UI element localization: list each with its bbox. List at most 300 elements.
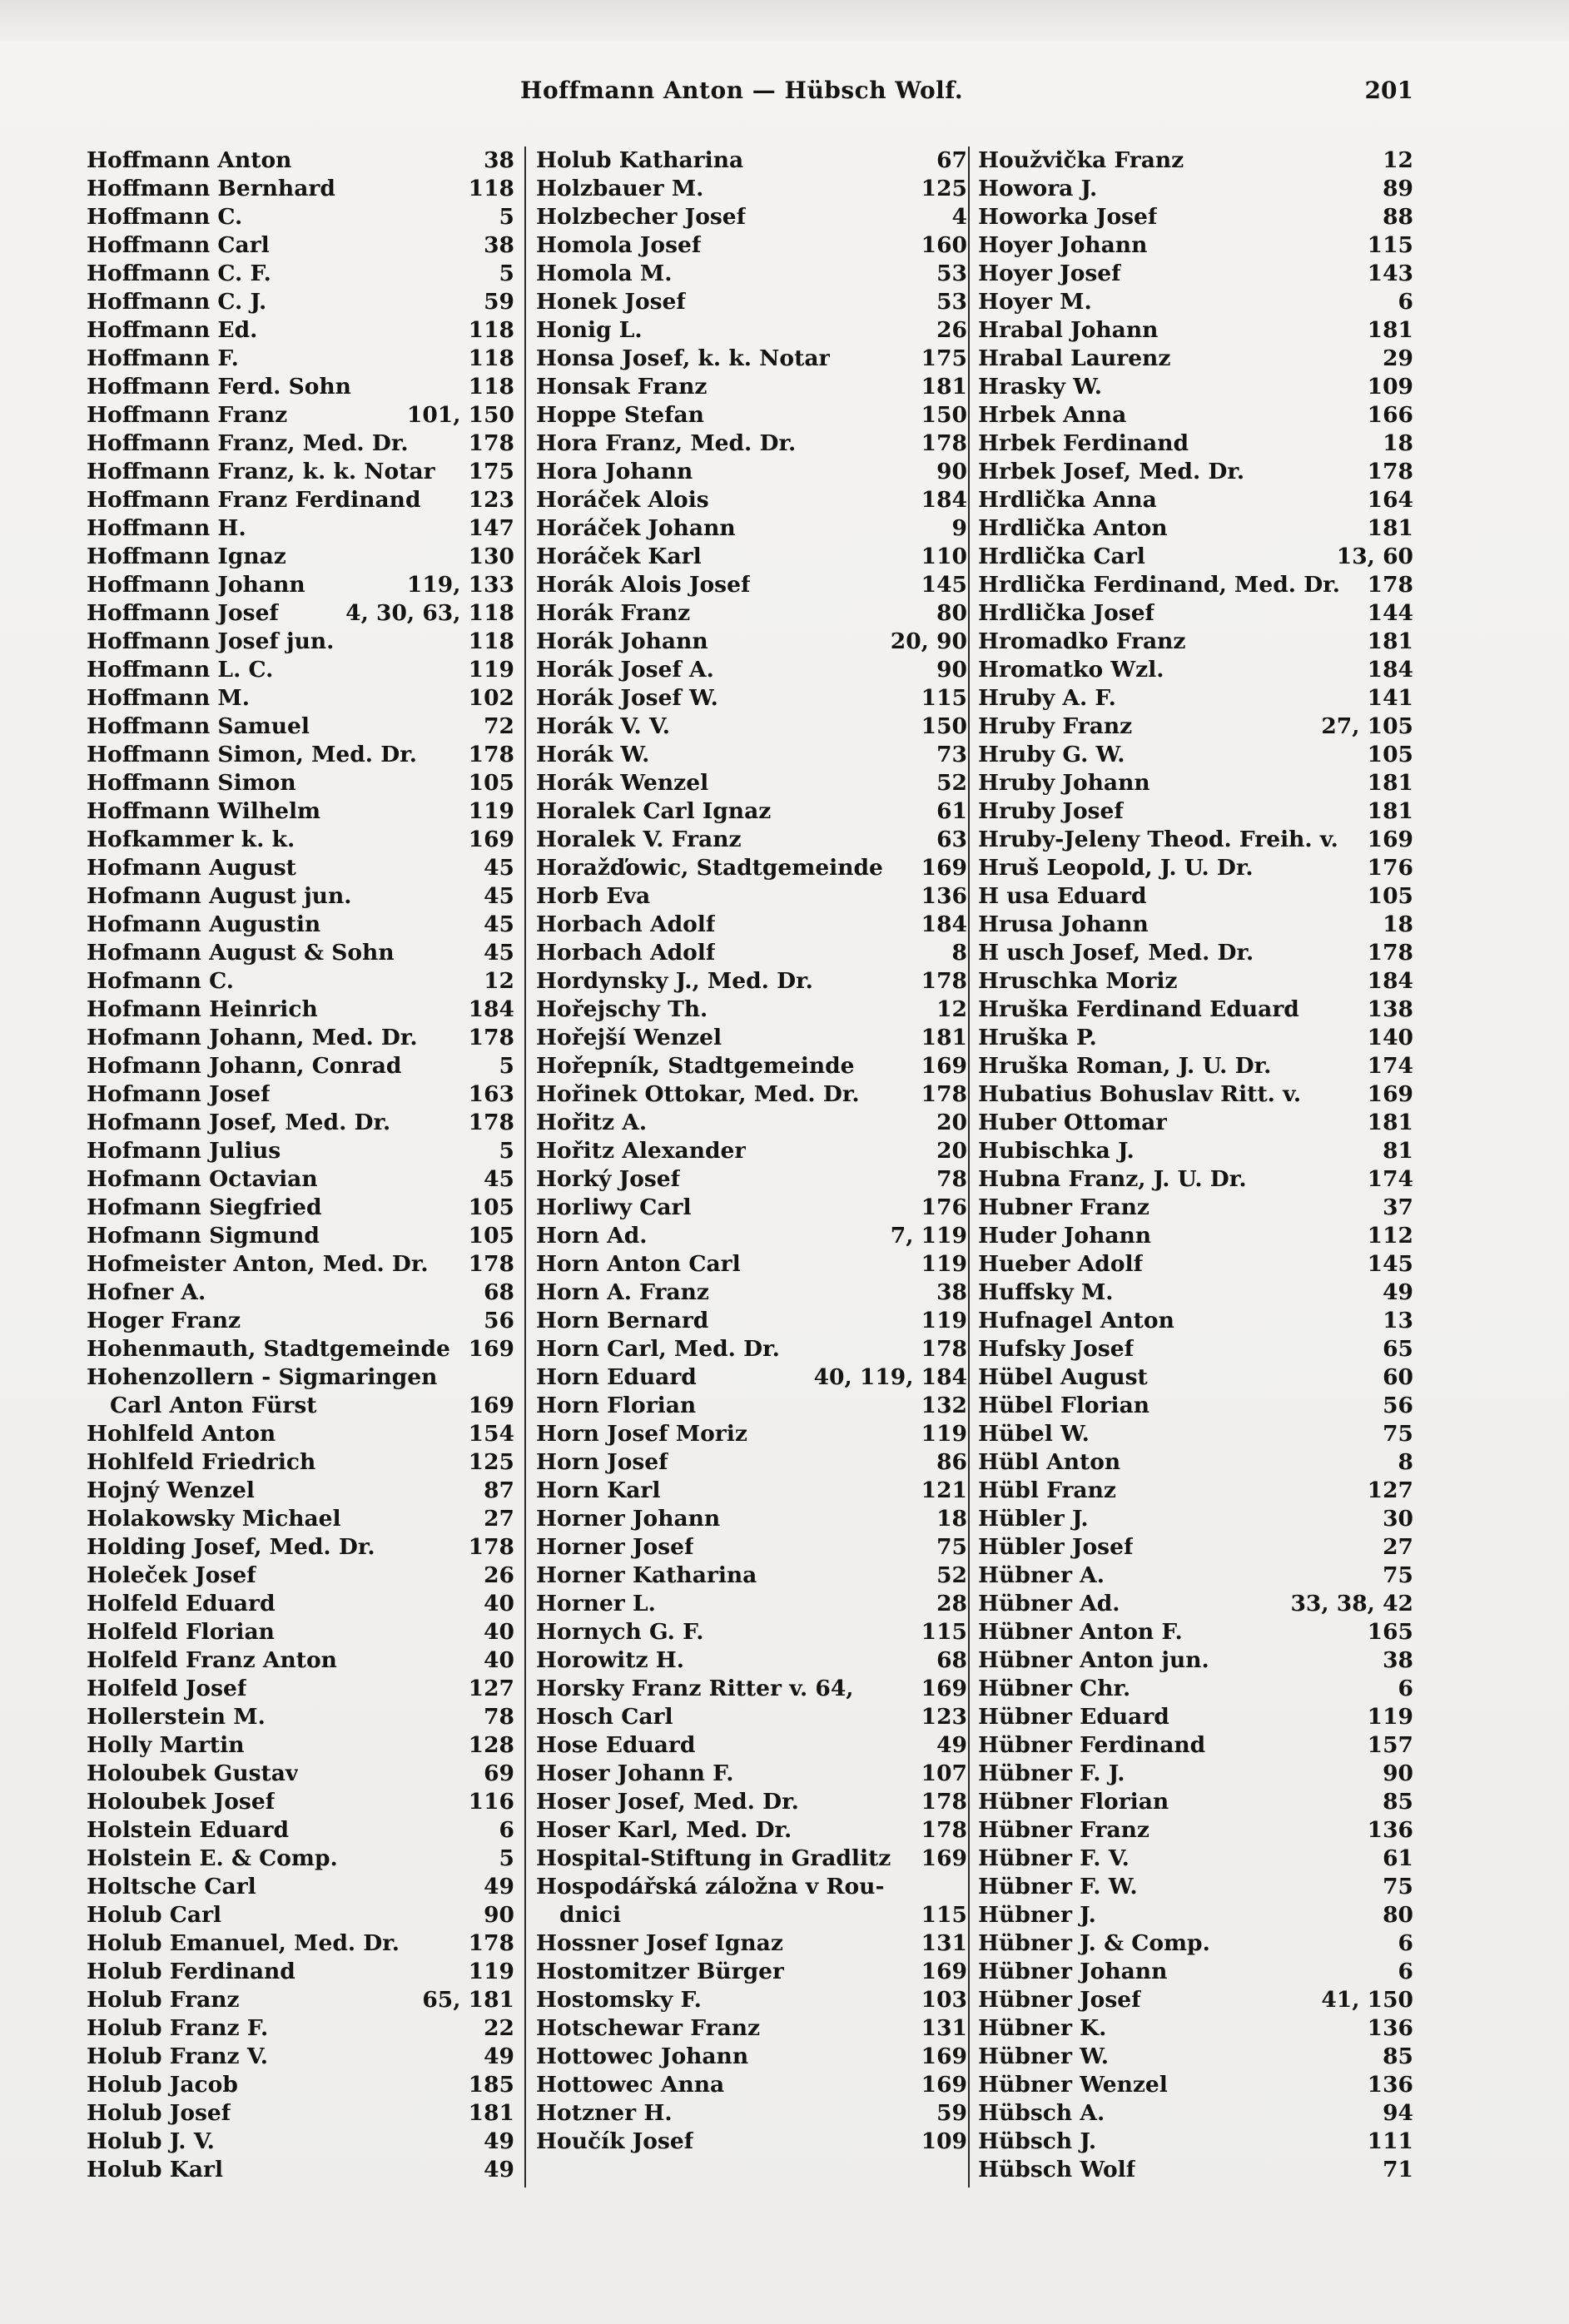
entry-name: Hruš Leopold, J. U. Dr. — [978, 855, 1254, 881]
entry-page-ref: 85 — [1383, 2043, 1413, 2069]
entry-name: Holstein E. & Comp. — [87, 1845, 338, 1871]
index-entry — [87, 1986, 514, 2014]
entry-page-ref: 56 — [1383, 1393, 1413, 1418]
entry-name: Hoffmann H. — [87, 515, 246, 541]
entry-name: Horák Josef A. — [536, 657, 714, 683]
index-entry — [536, 373, 967, 401]
entry-page-ref: 65 — [1383, 1336, 1413, 1362]
index-entry — [536, 1845, 967, 1873]
entry-name: Hora Franz, Med. Dr. — [536, 430, 797, 456]
entry-page-ref: 119 — [468, 657, 514, 683]
entry-page-ref: 178 — [468, 1251, 514, 1277]
entry-page-ref: 119 — [921, 1251, 967, 1277]
index-entry — [87, 628, 514, 656]
entry-name: Horn Bernard — [536, 1308, 709, 1333]
entry-page-ref: 176 — [1367, 855, 1413, 881]
entry-page-ref: 127 — [468, 1676, 514, 1701]
entry-page-ref: 52 — [936, 770, 967, 796]
index-entry — [978, 260, 1413, 288]
index-entry — [536, 656, 967, 684]
entry-name: Howorka Josef — [978, 204, 1158, 230]
entry-page-ref: 73 — [936, 742, 967, 767]
entry-name: Huber Ottomar — [978, 1110, 1168, 1135]
entry-page-ref: 20, 90 — [890, 628, 967, 654]
entry-page-ref: 45 — [484, 911, 514, 937]
entry-page-ref: 101, 150 — [406, 402, 514, 428]
entry-name: Hoser Josef, Med. Dr. — [536, 1789, 799, 1815]
entry-page-ref: 90 — [1383, 1760, 1413, 1786]
index-entry — [978, 1477, 1413, 1505]
entry-page-ref: 6 — [1398, 289, 1413, 315]
entry-page-ref: 169 — [921, 2072, 967, 2098]
entry-name: Hostomsky F. — [536, 1987, 702, 2013]
index-entry — [87, 1731, 514, 1760]
index-entry — [536, 401, 967, 430]
entry-page-ref: 20 — [936, 1138, 967, 1164]
entry-page-ref: 123 — [921, 1704, 967, 1730]
entry-page-ref: 6 — [499, 1817, 514, 1843]
entry-page-ref: 61 — [936, 798, 967, 824]
entry-page-ref: 119, 133 — [406, 572, 514, 598]
index-entry — [87, 599, 514, 628]
entry-page-ref: 178 — [921, 1336, 967, 1362]
index-entry — [978, 1562, 1413, 1590]
index-entry — [87, 1137, 514, 1165]
entry-page-ref: 119 — [921, 1421, 967, 1447]
index-entry — [978, 797, 1413, 826]
index-entry — [536, 1279, 967, 1307]
index-entry — [978, 2071, 1413, 2099]
entry-page-ref: 174 — [1367, 1166, 1413, 1192]
entry-name: Horn Ad. — [536, 1223, 648, 1249]
index-entry — [536, 260, 967, 288]
entry-page-ref: 181 — [921, 1025, 967, 1050]
entry-page-ref: 119 — [468, 1959, 514, 1984]
entry-name: Horák Alois Josef — [536, 572, 751, 598]
entry-name: Horner Katharina — [536, 1562, 757, 1588]
entry-name: Honsa Josef, k. k. Notar — [536, 345, 831, 371]
entry-name: Hueber Adolf — [978, 1251, 1143, 1277]
entry-page-ref: 175 — [921, 345, 967, 371]
entry-name: Hübner F. V. — [978, 1845, 1130, 1871]
entry-page-ref: 116 — [468, 1789, 514, 1815]
index-entry — [87, 458, 514, 486]
entry-page-ref: 4 — [951, 204, 967, 230]
entry-name: Horn Karl — [536, 1477, 661, 1503]
entry-name: Hofmann Sigmund — [87, 1223, 320, 1249]
entry-name: Holtsche Carl — [87, 1874, 256, 1899]
entry-page-ref: 38 — [484, 232, 514, 258]
index-entry — [978, 2043, 1413, 2071]
entry-page-ref: 119 — [468, 798, 514, 824]
index-entry — [536, 1477, 967, 1505]
entry-page-ref: 85 — [1383, 1789, 1413, 1815]
entry-page-ref: 140 — [1367, 1025, 1413, 1050]
index-entry — [978, 713, 1413, 741]
entry-page-ref: 87 — [484, 1477, 514, 1503]
entry-name: Hübner Eduard — [978, 1704, 1169, 1730]
index-entry — [978, 1760, 1413, 1788]
index-entry — [87, 1080, 514, 1109]
index-entry — [978, 1363, 1413, 1392]
entry-name: Hübler Josef — [978, 1534, 1134, 1560]
index-entry — [978, 2099, 1413, 2128]
index-entry — [536, 1958, 967, 1986]
entry-page-ref: 80 — [936, 600, 967, 626]
index-entry — [536, 2043, 967, 2071]
index-entry — [87, 316, 514, 345]
entry-name: Howora J. — [978, 176, 1098, 201]
entry-page-ref: 176 — [921, 1194, 967, 1220]
entry-page-ref: 178 — [1367, 572, 1413, 598]
entry-name: Hrdlička Carl — [978, 544, 1145, 569]
entry-name: dnici — [559, 1902, 622, 1928]
entry-page-ref: 63 — [936, 827, 967, 852]
index-entry — [978, 2128, 1413, 2156]
index-entry — [87, 1477, 514, 1505]
entry-name: Horák Josef W. — [536, 685, 718, 711]
entry-page-ref: 69 — [484, 1760, 514, 1786]
index-entry — [978, 1080, 1413, 1109]
index-entry — [978, 203, 1413, 231]
entry-name: Hoser Karl, Med. Dr. — [536, 1817, 792, 1843]
entry-name: Holfeld Florian — [87, 1619, 275, 1645]
entry-name: Hruška P. — [978, 1025, 1097, 1050]
index-entry — [536, 1873, 967, 1901]
entry-name: Hospital-Stiftung in Gradlitz — [536, 1845, 891, 1871]
entry-page-ref: 22 — [484, 2015, 514, 2041]
index-entry — [978, 628, 1413, 656]
index-entry — [87, 1562, 514, 1590]
index-entry — [536, 1646, 967, 1675]
entry-page-ref: 20 — [936, 1110, 967, 1135]
entry-page-ref: 136 — [1367, 1817, 1413, 1843]
entry-page-ref: 88 — [1383, 204, 1413, 230]
index-entry — [536, 1165, 967, 1194]
entry-page-ref: 178 — [921, 1081, 967, 1107]
entry-name: Hohlfeld Anton — [87, 1421, 276, 1447]
index-entry — [978, 1165, 1413, 1194]
index-entry — [978, 1448, 1413, 1477]
entry-page-ref: 178 — [468, 430, 514, 456]
index-entry — [87, 373, 514, 401]
entry-name: Hosch Carl — [536, 1704, 673, 1730]
entry-name: Hübner F. J. — [978, 1760, 1125, 1786]
entry-page-ref: 169 — [921, 2043, 967, 2069]
entry-page-ref: 147 — [468, 515, 514, 541]
entry-name: Horn A. Franz — [536, 1279, 709, 1305]
entry-page-ref: 109 — [1367, 374, 1413, 400]
entry-page-ref: 30 — [1383, 1506, 1413, 1532]
entry-page-ref: 81 — [1383, 1138, 1413, 1164]
entry-name: Hottowec Johann — [536, 2043, 749, 2069]
entry-name: Hübner F. W. — [978, 1874, 1138, 1899]
index-entry — [87, 741, 514, 769]
index-entry — [536, 1816, 967, 1845]
entry-page-ref: 71 — [1383, 2157, 1413, 2182]
entry-name: Hübner Chr. — [978, 1676, 1131, 1701]
entry-page-ref: 86 — [936, 1449, 967, 1475]
entry-name: Hübl Anton — [978, 1449, 1121, 1475]
index-entry — [978, 826, 1413, 854]
entry-name: Hruby Johann — [978, 770, 1150, 796]
entry-page-ref: 75 — [1383, 1562, 1413, 1588]
index-entry — [978, 373, 1413, 401]
entry-name: Hofmann Josef — [87, 1081, 271, 1107]
index-entry — [536, 826, 967, 854]
index-entry — [87, 2099, 514, 2128]
index-entry — [536, 543, 967, 571]
entry-page-ref: 174 — [1367, 1053, 1413, 1079]
entry-name: Hoffmann L. C. — [87, 657, 274, 683]
entry-page-ref: 18 — [936, 1506, 967, 1532]
entry-page-ref: 184 — [1367, 968, 1413, 994]
entry-name: Hofmann Josef, Med. Dr. — [87, 1110, 391, 1135]
entry-name: Hoyer M. — [978, 289, 1092, 315]
index-entry — [536, 1505, 967, 1533]
entry-page-ref: 141 — [1367, 685, 1413, 711]
index-entry — [536, 911, 967, 939]
index-entry — [978, 741, 1413, 769]
index-entry — [536, 1448, 967, 1477]
entry-name: Hubna Franz, J. U. Dr. — [978, 1166, 1247, 1192]
index-entry — [536, 2071, 967, 2099]
entry-page-ref: 53 — [936, 289, 967, 315]
column-divider — [524, 146, 526, 2187]
entry-page-ref: 6 — [1398, 1930, 1413, 1956]
index-entry — [87, 486, 514, 514]
entry-name: Hofmann Johann, Med. Dr. — [87, 1025, 418, 1050]
index-entry — [87, 1109, 514, 1137]
index-entry — [978, 599, 1413, 628]
entry-name: Houžvička Franz — [978, 147, 1184, 173]
entry-name: Holub Ferdinand — [87, 1959, 295, 1984]
entry-page-ref: 178 — [1367, 459, 1413, 484]
entry-name: Holoubek Gustav — [87, 1760, 299, 1786]
page-number: 201 — [1364, 77, 1413, 104]
index-entry — [536, 967, 967, 996]
entry-name: Hora Johann — [536, 459, 693, 484]
column-divider — [968, 146, 970, 2187]
index-entry — [536, 713, 967, 741]
entry-page-ref: 6 — [1398, 1676, 1413, 1701]
entry-name: Hrdlička Anton — [978, 515, 1168, 541]
index-entry — [87, 713, 514, 741]
entry-name: Hohlfeld Friedrich — [87, 1449, 316, 1475]
entry-name: Hruška Roman, J. U. Dr. — [978, 1053, 1272, 1079]
entry-page-ref: 115 — [921, 1619, 967, 1645]
entry-page-ref: 9 — [951, 515, 967, 541]
entry-page-ref: 49 — [484, 2128, 514, 2154]
entry-page-ref: 118 — [468, 628, 514, 654]
index-entry — [978, 486, 1413, 514]
index-entry — [87, 1901, 514, 1929]
entry-name: Hübl Franz — [978, 1477, 1116, 1503]
entry-name: Hübsch J. — [978, 2128, 1097, 2154]
index-entry — [978, 1533, 1413, 1562]
entry-name: Horalek V. Franz — [536, 827, 742, 852]
index-entry — [87, 1760, 514, 1788]
index-entry — [536, 1392, 967, 1420]
entry-name: Hübsch Wolf — [978, 2157, 1136, 2182]
index-entry — [978, 1222, 1413, 1250]
index-entry — [536, 345, 967, 373]
index-entry — [536, 1335, 967, 1363]
index-entry — [536, 1986, 967, 2014]
index-entry — [87, 231, 514, 260]
index-entry — [536, 175, 967, 203]
entry-name: Hose Eduard — [536, 1732, 696, 1758]
entry-page-ref: 49 — [484, 2043, 514, 2069]
index-entry — [87, 1816, 514, 1845]
entry-name: Horner L. — [536, 1591, 656, 1616]
entry-page-ref: 68 — [484, 1279, 514, 1305]
entry-name: Hoffmann Josef — [87, 600, 279, 626]
index-entry — [536, 1363, 967, 1392]
entry-name: Hoffmann Carl — [87, 232, 270, 258]
entry-name: Hübner Ad. — [978, 1591, 1120, 1616]
entry-name: Hübner K. — [978, 2015, 1107, 2041]
entry-name: Carl Anton Fürst — [110, 1393, 317, 1418]
entry-name: Houčík Josef — [536, 2128, 694, 2154]
entry-name: Holub Josef — [87, 2100, 231, 2126]
entry-page-ref: 144 — [1367, 600, 1413, 626]
entry-name: Holfeld Eduard — [87, 1591, 276, 1616]
entry-name: Hübel August — [978, 1364, 1148, 1390]
index-entry — [536, 1731, 967, 1760]
entry-page-ref: 184 — [921, 911, 967, 937]
index-entry — [536, 1109, 967, 1137]
entry-page-ref: 8 — [951, 940, 967, 966]
entry-page-ref: 5 — [499, 261, 514, 286]
index-entry — [978, 1052, 1413, 1080]
entry-name: Horn Carl, Med. Dr. — [536, 1336, 780, 1362]
entry-page-ref: 28 — [936, 1591, 967, 1616]
index-entry — [536, 1307, 967, 1335]
entry-name: Hofkammer k. k. — [87, 827, 295, 852]
entry-name: Horák W. — [536, 742, 650, 767]
entry-page-ref: 169 — [468, 1393, 514, 1418]
entry-name: Horbach Adolf — [536, 940, 716, 966]
entry-page-ref: 184 — [921, 487, 967, 513]
index-entry — [536, 1080, 967, 1109]
index-entry — [87, 1958, 514, 1986]
entry-name: Hubischka J. — [978, 1138, 1135, 1164]
entry-page-ref: 61 — [1383, 1845, 1413, 1871]
entry-page-ref: 105 — [468, 770, 514, 796]
index-entry — [978, 882, 1413, 911]
entry-name: Holub Katharina — [536, 147, 744, 173]
entry-name: Horák V. V. — [536, 713, 670, 739]
entry-name: Horák Johann — [536, 628, 708, 654]
index-entry — [87, 1024, 514, 1052]
entry-name: Hruby G. W. — [978, 742, 1125, 767]
entry-page-ref: 178 — [468, 742, 514, 767]
index-entry — [87, 1279, 514, 1307]
index-entry — [87, 203, 514, 231]
entry-name: Horáček Alois — [536, 487, 709, 513]
entry-page-ref: 115 — [1367, 232, 1413, 258]
index-entry — [978, 1137, 1413, 1165]
index-entry — [978, 939, 1413, 967]
entry-name: Hruby Josef — [978, 798, 1124, 824]
entry-name: Hruschka Moriz — [978, 968, 1178, 994]
index-entry — [87, 769, 514, 797]
index-entry — [536, 1024, 967, 1052]
entry-page-ref: 115 — [921, 1902, 967, 1928]
entry-name: Hübner J. — [978, 1902, 1096, 1928]
entry-page-ref: 178 — [921, 968, 967, 994]
entry-name: Hofmann Heinrich — [87, 996, 318, 1022]
index-entry — [536, 741, 967, 769]
entry-page-ref: 68 — [936, 1647, 967, 1673]
index-entry — [978, 146, 1413, 175]
entry-name: Hoffmann C. J. — [87, 289, 267, 315]
index-entry — [978, 1335, 1413, 1363]
entry-name: Hoger Franz — [87, 1308, 241, 1333]
index-entry — [536, 769, 967, 797]
entry-page-ref: 178 — [468, 1930, 514, 1956]
index-entry — [87, 514, 514, 543]
index-entry — [87, 1222, 514, 1250]
entry-name: Hübner Anton F. — [978, 1619, 1183, 1645]
entry-page-ref: 178 — [468, 1110, 514, 1135]
entry-page-ref: 169 — [921, 1676, 967, 1701]
entry-name: Horsky Franz Ritter v. 64, — [536, 1676, 854, 1701]
entry-page-ref: 13, 60 — [1336, 544, 1413, 569]
entry-page-ref: 105 — [468, 1223, 514, 1249]
index-entry — [87, 1618, 514, 1646]
entry-name: Hübner Ferdinand — [978, 1732, 1206, 1758]
entry-page-ref: 181 — [1367, 628, 1413, 654]
index-entry — [87, 260, 514, 288]
entry-page-ref: 29 — [1383, 345, 1413, 371]
entry-page-ref: 45 — [484, 855, 514, 881]
entry-page-ref: 105 — [1367, 742, 1413, 767]
index-entry — [87, 911, 514, 939]
entry-name: Hrdlička Ferdinand, Med. Dr. — [978, 572, 1340, 598]
entry-page-ref: 13 — [1383, 1308, 1413, 1333]
index-entry — [978, 571, 1413, 599]
index-entry — [978, 2014, 1413, 2043]
entry-page-ref: 5 — [499, 1138, 514, 1164]
entry-page-ref: 166 — [1367, 402, 1413, 428]
entry-page-ref: 123 — [468, 487, 514, 513]
entry-page-ref: 169 — [1367, 827, 1413, 852]
entry-page-ref: 56 — [484, 1308, 514, 1333]
index-entry — [87, 684, 514, 713]
entry-name: Horowitz H. — [536, 1647, 685, 1673]
index-entry — [536, 430, 967, 458]
entry-page-ref: 12 — [1383, 147, 1413, 173]
entry-name: Hoffmann C. — [87, 204, 243, 230]
index-entry — [978, 996, 1413, 1024]
entry-name: Hoffmann Anton — [87, 147, 292, 173]
index-entry — [978, 1845, 1413, 1873]
index-entry — [536, 1901, 967, 1929]
entry-page-ref: 49 — [936, 1732, 967, 1758]
entry-name: Hofmann C. — [87, 968, 234, 994]
entry-name: Hoffmann C. F. — [87, 261, 271, 286]
entry-name: Hübsch A. — [978, 2100, 1105, 2126]
entry-name: H usa Eduard — [978, 883, 1147, 909]
entry-page-ref: 181 — [1367, 1110, 1413, 1135]
index-entry — [978, 1194, 1413, 1222]
entry-page-ref: 12 — [936, 996, 967, 1022]
index-entry — [978, 1986, 1413, 2014]
index-entry — [536, 486, 967, 514]
entry-name: Holding Josef, Med. Dr. — [87, 1534, 375, 1560]
